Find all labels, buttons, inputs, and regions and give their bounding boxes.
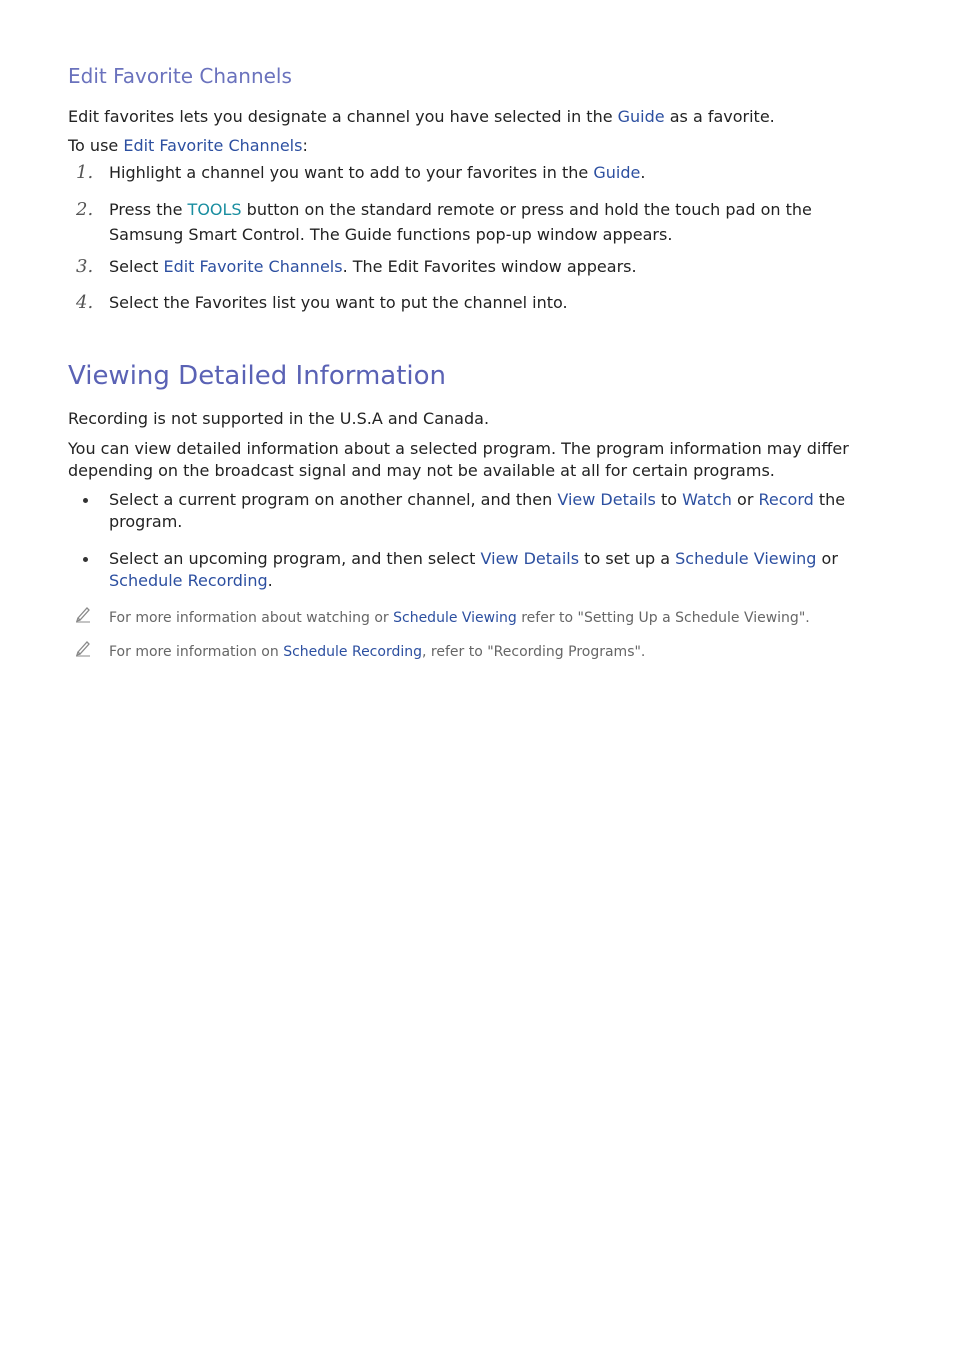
step-text: [109, 161, 889, 185]
step-text-a: Select: [109, 257, 164, 276]
watch-link[interactable]: Watch: [682, 490, 732, 509]
intro-text-end: as a favorite.: [664, 107, 775, 126]
step-number: 4.: [76, 292, 94, 313]
recording-note-paragraph: Recording is not supported in the U.S.A and Canada.: [68, 409, 490, 428]
schedule-viewing-link[interactable]: Schedule Viewing: [393, 610, 517, 626]
step-text: Select the Favorites list you want to put the channel into.: [109, 293, 568, 312]
to-use-line: [68, 135, 308, 157]
pencil-icon: [74, 639, 92, 657]
step-text-b: button on the standard remote or press and hold the touch pad on the Samsung Smart Control. The Guide functions pop-up window appears.: [109, 200, 812, 244]
edit-favorite-channels-link[interactable]: Edit Favorite Channels: [163, 257, 343, 276]
schedule-viewing-link[interactable]: Schedule Viewing: [675, 549, 817, 568]
intro-paragraph: [68, 106, 775, 128]
step-number: 2.: [76, 199, 94, 220]
schedule-recording-link[interactable]: Schedule Recording: [283, 644, 422, 660]
guide-link[interactable]: Guide: [617, 107, 665, 126]
bullet-text-c: or: [731, 490, 759, 509]
note-text-a: For more information on: [109, 644, 284, 660]
bullet-text-a: Select an upcoming program, and then select: [109, 549, 481, 568]
bullet-text-d: the program.: [109, 490, 846, 531]
view-details-link[interactable]: View Details: [557, 490, 656, 509]
bullet-text-d: .: [267, 571, 273, 590]
pencil-icon: [74, 605, 92, 623]
section-title-viewing-detailed-info: Viewing Detailed Information: [68, 361, 447, 391]
edit-favorite-channels-link[interactable]: Edit Favorite Channels: [123, 136, 303, 155]
step-number: 3.: [76, 256, 94, 277]
step-text-b: .: [640, 163, 646, 182]
schedule-recording-link[interactable]: Schedule Recording: [109, 571, 268, 590]
bullet-dot: [83, 498, 88, 503]
bullet-text: [109, 489, 849, 533]
step-text-a: Press the: [109, 200, 188, 219]
bullet-text-c: or: [816, 549, 838, 568]
intro-text: Edit favorites lets you designate a channel you have selected in the: [68, 107, 618, 126]
note-text: [109, 608, 810, 628]
step-text: [109, 255, 889, 279]
step-text: [109, 197, 889, 247]
record-link[interactable]: Record: [758, 490, 814, 509]
section-title-edit-favorites: Edit Favorite Channels: [68, 64, 292, 88]
view-details-link[interactable]: View Details: [480, 549, 580, 568]
bullet-text-b: to: [655, 490, 683, 509]
to-use-text: To use: [68, 136, 124, 155]
step-text-a: Highlight a channel you want to add to your favorites in the: [109, 163, 594, 182]
tools-button-label: TOOLS: [187, 200, 242, 219]
note-text-a: For more information about watching or: [109, 610, 394, 626]
note-text-b: refer to "Setting Up a Schedule Viewing".: [516, 610, 810, 626]
step-number: 1.: [76, 162, 94, 183]
note-text-b: , refer to "Recording Programs".: [422, 644, 646, 660]
bullet-text: [109, 548, 849, 592]
bullet-dot: [83, 557, 88, 562]
step-text-b: . The Edit Favorites window appears.: [342, 257, 637, 276]
bullet-text-b: to set up a: [579, 549, 676, 568]
note-text: [109, 642, 645, 662]
bullet-text-a: Select a current program on another channel, and then: [109, 490, 558, 509]
guide-link[interactable]: Guide: [593, 163, 641, 182]
to-use-colon: :: [302, 136, 308, 155]
detailed-info-paragraph: You can view detailed information about a selected program. The program information may differ depending on the broadcast signal and may not be available at all for certain programs.: [68, 439, 849, 480]
